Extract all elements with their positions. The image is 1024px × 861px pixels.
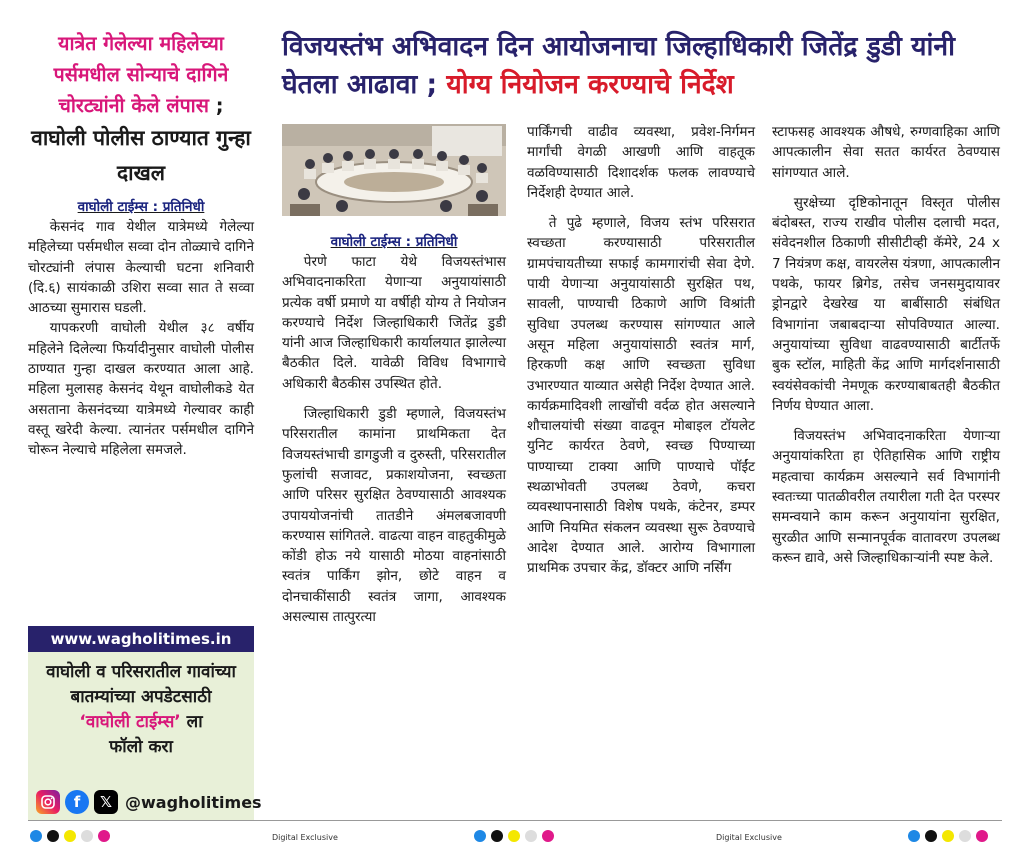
registration-dot — [64, 830, 76, 842]
x-icon[interactable]: 𝕏 — [94, 790, 118, 814]
left-paragraph-2: यापकरणी वाघोली येथील ३८ वर्षीय महिलेने दिलेल्या फिर्यादीनुसार वाघोली पोलीस ठाण्यात गुन्हा दाखल करण्यात आला आहे. महिला मुलासह केसनंद येथून वाघोलीकडे येत असताना केसनंदच्या यात्रेमध्ये गेल्यावर काही वस्तू खरेदी केल्या. त्यानंतर पर्समधील दागिने चोरून नेल्याचे महिलेला समजले. — [28, 320, 254, 459]
col2-paragraph-1: पार्किंगची वाढीव व्यवस्था, प्रवेश-निर्गमन मार्गांची वेगळी आखणी आणि वाहतूक वळविण्यासाठी दिशादर्शक फलक लावण्याचे निर्देशही देण्यात आले. — [527, 124, 755, 201]
social-links — [36, 790, 262, 814]
facebook-icon[interactable]: f — [65, 790, 89, 814]
left-body — [28, 217, 254, 461]
registration-dot — [542, 830, 554, 842]
left-headline-sub: वाघोली पोलीस ठाण्यात गुन्हा दाखल — [31, 126, 251, 185]
follow-brand: ‘वाघोली टाईम्स’ — [79, 712, 181, 732]
registration-dot — [508, 830, 520, 842]
registration-dot — [525, 830, 537, 842]
registration-marks-center — [474, 830, 554, 842]
registration-marks-right — [908, 830, 988, 842]
registration-marks-left — [30, 830, 110, 842]
instagram-icon[interactable] — [36, 790, 60, 814]
main-headline-primary: विजयस्तंभ अभिवादन दिन आयोजनाचा जिल्हाधिकारी जितेंद्र डुडी यांनी घेतला आढावा ; — [282, 31, 955, 100]
left-byline — [28, 197, 254, 215]
registration-dot — [474, 830, 486, 842]
col1-paragraph-1: पेरणे फाटा येथे विजयस्तंभास अभिवादनाकरिता येणाऱ्या अनुयायांसाठी प्रत्येक वर्षी प्रमाणे या वर्षीही योग्य ते नियोजन करण्याचे निर्देश जिल्हाधिकारी जितेंद्र डुडी यांनी आज जिल्हाधिकारी कार्यालयात झालेल्या बैठकीत दिले. यावेळी विविध विभागाचे अधिकारी बैठकीस उपस्थित होते. — [282, 254, 506, 392]
main-headline-secondary: योग्य नियोजन करण्याचे निर्देश — [446, 69, 734, 100]
registration-dot — [98, 830, 110, 842]
follow-text — [28, 652, 254, 760]
col2-paragraph-2: ते पुढे म्हणाले, विजय स्तंभ परिसरात स्वच्छता करण्यासाठी परिसरातील ग्रामपंचायतीच्या सफाई कामगारांची सेवा देणे. पायी येणाऱ्या अनुयायांसाठी सुरक्षित पथ, सावली, पाण्याची ठिकाणे आणि विश्रांती सुविधा उपलब्ध करण्यास सांगण्यात आले असून महिला अनुयायांसाठी स्वतंत्र मार्ग, हिरकणी कक्ष आणि स्वच्छता सुविधा उभारण्यात याव्यात असेही निर्देश देण्यात आले. कार्यक्रमादिवशी लाखोंची वर्दळ होत असल्याने शौचालयांची संख्या वाढवून मोबाइल टॉयलेट युनिट कार्यरत ठेवणे, स्वच्छ पिण्याच्या पाण्याच्या टाक्या आणि पाण्याचे पॉईंट स्थळाभोवती उपलब्ध ठेवणे, कचरा व्यवस्थापनासाठी विशेष पथके, कंटेनर, डम्पर आणि नियमित संकलन व्यवस्था सुरू ठेवण्याचे आदेश देण्यात आले. आरोग्य विभागाला प्राथमिक उपचार केंद्र, डॉक्टर आणि नर्सिंग — [527, 215, 755, 577]
follow-line-2: फॉलो करा — [109, 737, 173, 757]
main-byline-text: वाघोली टाईम्स : प्रतिनिधी — [330, 234, 458, 250]
follow-la: ला — [180, 712, 203, 732]
follow-box — [28, 652, 262, 820]
left-headline-separator: ; — [208, 94, 224, 117]
registration-dot — [81, 830, 93, 842]
digital-exclusive-right: Digital Exclusive — [716, 833, 782, 842]
digital-exclusive-left: Digital Exclusive — [272, 833, 338, 842]
col3-paragraph-2: सुरक्षेच्या दृष्टिकोनातून विस्तृत पोलीस बंदोबस्त, राज्य राखीव पोलीस दलाची मदत, संवेदनशील ठिकाणी सीसीटीव्ही कॅमेरे, 24 x 7 नियंत्रण कक्ष, वायरलेस यंत्रणा, आपत्कालीन पथके, फायर ब्रिगेड, तसेच जनसमुदायावर ड्रोनद्वारे देखरेख या बाबींसाठी संबंधित विभागांना जबाबदाऱ्या सोपविण्यात आल्या. अनुयायांच्या सुविधा वाढवण्यासाठी बार्टीतर्फे बुक स्टॉल, माहिती केंद्र आणि मार्गदर्शनासाठी स्वयंसेवकांची नेमणूक करण्याबाबतही बैठकीत निर्णय घेण्यात आला. — [772, 194, 1000, 414]
col3-paragraph-1: स्टाफसह आवश्यक औषधे, रुग्णवाहिका आणि आपत्कालीन सेवा सतत कार्यरत ठेवण्यास सांगण्यात आले. — [772, 124, 1000, 181]
left-headline-main: यात्रेत गेलेल्या महिलेच्या पर्समधील सोन्याचे दागिने चोरट्यांनी केले लंपास — [53, 32, 229, 117]
registration-dot — [959, 830, 971, 842]
left-article — [28, 28, 254, 461]
footer-rule — [28, 820, 1002, 821]
registration-dot — [908, 830, 920, 842]
follow-line-1: वाघोली व परिसरातील गावांच्या बातम्यांच्या अपडेटसाठी — [46, 662, 236, 707]
registration-dot — [30, 830, 42, 842]
main-column-2 — [527, 122, 755, 579]
left-paragraph-1: केसनंद गाव येथील यात्रेमध्ये गेलेल्या महिलेच्या पर्समधील सव्वा दोन तोळ्याचे दागिने चोरट्यांनी लंपास केल्याची घटना शनिवारी (दि.६) सायंकाळी उशिरा सव्वा सात ते सव्वा आठच्या सुमारास घडली. — [28, 219, 254, 317]
meeting-photo-illustration — [282, 124, 506, 216]
col1-paragraph-2: जिल्हाधिकारी डुडी म्हणाले, विजयस्तंभ परिसरातील कामांना प्राथमिकता देत विजयस्तंभाची डागडुजी व दुरुस्ती, परिसरातील फुलांची सजावट, प्रकाशयोजना, स्वच्छता आणि परिसर सुरक्षित ठेवण्यासाठी आवश्यक उपाययोजनांची तातडीने अंमलबजावणी करण्यास सांगितले. वाढत्या वाहन वाहतुकीमुळे कोंडी होऊ नये यासाठी मोठया वाहनांसाठी स्वतंत्र पार्किंग झोन, छोटे वाहन व दोनचाकींसाठी स्वतंत्र जागा, आवश्यक असल्यास तात्पुरत्या — [282, 406, 506, 626]
main-column-3 — [772, 122, 1000, 568]
registration-dot — [976, 830, 988, 842]
registration-dot — [47, 830, 59, 842]
col3-paragraph-3: विजयस्तंभ अभिवादनाकरिता येणाऱ्या अनुयायांकरिता हा ऐतिहासिक आणि राष्ट्रीय महत्वाचा कार्यक्रम असल्याने सर्व विभागांनी स्वतःच्या पातळीवरील तयारीला गती देत परस्पर समन्वयाने काम करून अनुयायांना सुरक्षित, सुरळीत आणि सन्मानपूर्वक वातावरण उपलब्ध करून द्यावे, असे जिल्हाधिकाऱ्यांनी स्पष्ट केले. — [772, 428, 1000, 566]
social-handle[interactable]: @wagholitimes — [125, 792, 262, 812]
meeting-photo — [282, 124, 506, 216]
registration-dot — [491, 830, 503, 842]
main-column-1 — [282, 252, 506, 627]
main-byline — [282, 232, 506, 250]
left-headline — [28, 28, 254, 191]
main-headline — [282, 28, 1002, 104]
registration-dot — [925, 830, 937, 842]
left-byline-text: वाघोली टाईम्स : प्रतिनिधी — [77, 199, 205, 215]
registration-dot — [942, 830, 954, 842]
website-banner[interactable]: www.wagholitimes.in — [28, 626, 254, 652]
